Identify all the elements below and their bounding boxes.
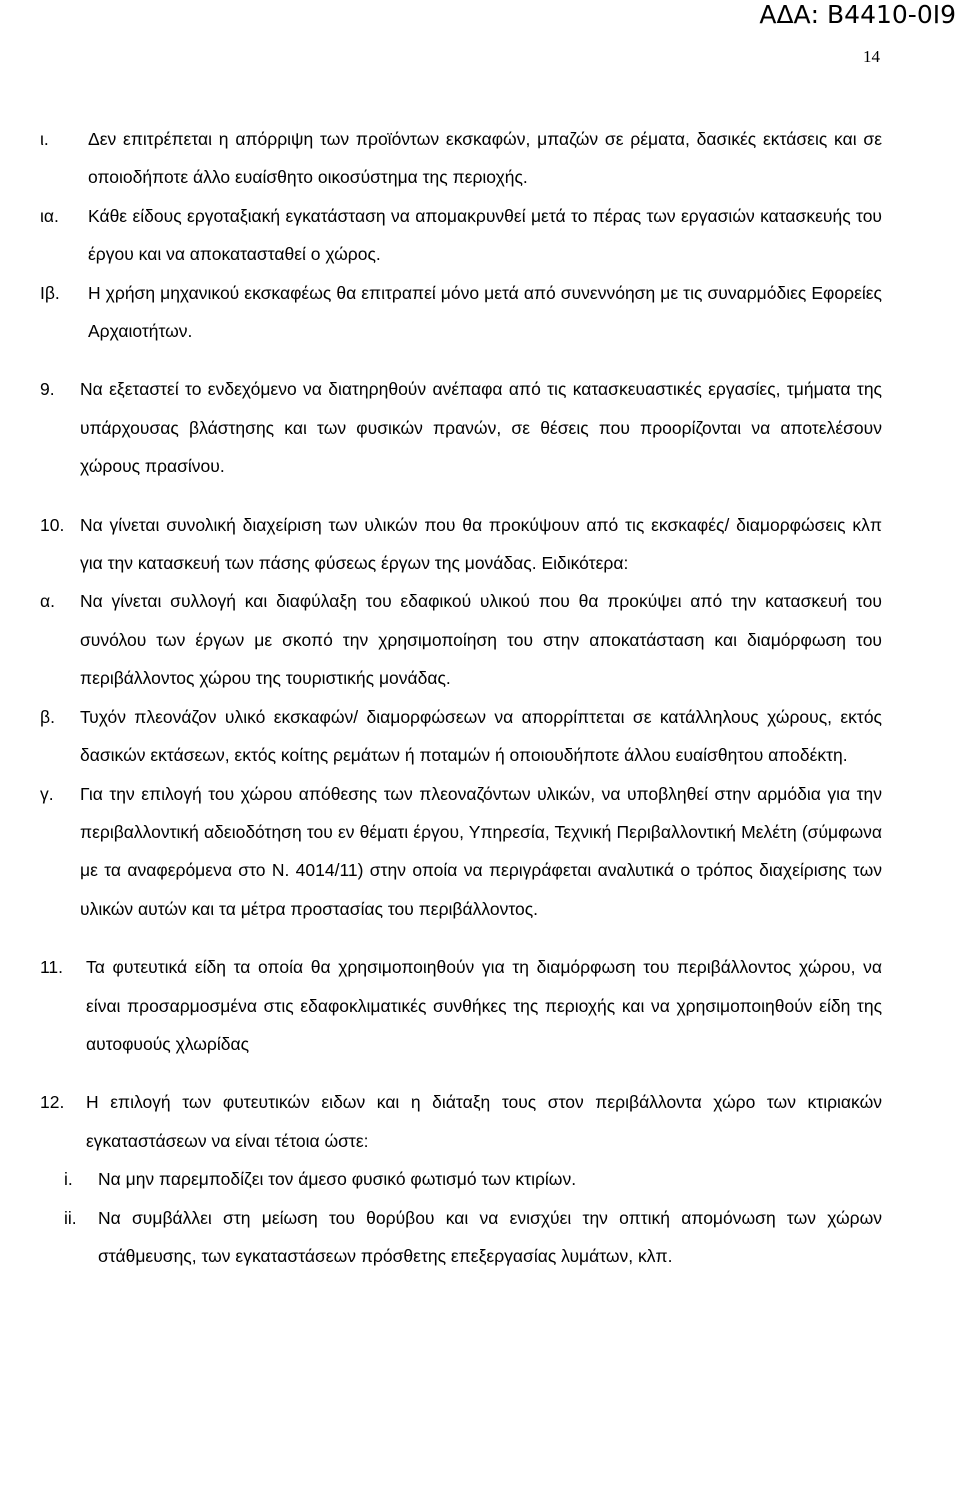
item-marker: i. xyxy=(64,1169,73,1190)
item-marker: 9. xyxy=(40,379,55,400)
item-10 xyxy=(40,506,882,583)
item-12 xyxy=(40,1083,882,1160)
item-marker: ια. xyxy=(40,205,59,226)
item-11 xyxy=(40,948,882,1063)
ada-code: ΑΔΑ: Β4410-0Ι9 xyxy=(759,0,956,29)
spacer xyxy=(40,350,882,370)
item-text: Τα φυτευτικά είδη τα οποία θα χρησιμοποιηθούν για τη διαμόρφωση του περιβάλλοντος χώρου, να είναι προσαρμοσμένα στις εδαφοκλιματικές συνθήκες της περιοχής και να χρησιμοποιηθούν είδη της αυτοφυούς χλωρίδας xyxy=(86,957,882,1054)
item-marker: ι. xyxy=(40,129,49,149)
item-text: Κάθε είδους εργοταξιακή εγκατάσταση να απομακρυνθεί μετά το πέρας των εργασιών κατασκευής του έργου και να αποκατασταθεί ο χώρος. xyxy=(88,205,882,265)
item-text: Τυχόν πλεονάζον υλικό εκσκαφών/ διαμορφώσεων να απορρίπτεται σε κατάλληλους χώρους, εκτός δασικών εκτάσεων, εκτός κοίτης ρεμάτων ή ποταμών ή οποιουδήποτε άλλου ευαίσθητου αποδέκτη. xyxy=(80,706,882,766)
item-marker: β. xyxy=(40,706,55,727)
item-ib xyxy=(40,274,882,351)
item-i xyxy=(40,120,882,197)
item-text: Να μην παρεμποδίζει τον άμεσο φυσικό φωτισμό των κτιρίων. xyxy=(98,1169,577,1190)
page-number: 14 xyxy=(863,47,880,66)
item-text: Να συμβάλλει στη μείωση του θορύβου και να ενισχύει την οπτική απομόνωση των χώρων στάθμευσης, των εγκαταστάσεων πρόσθετης επεξεργασίας λυμάτων, κλπ. xyxy=(98,1207,882,1266)
item-text: Να εξεταστεί το ενδεχόμενο να διατηρηθούν ανέπαφα από τις κατασκευαστικές εργασίες, τμήματα της υπάρχουσας βλάστησης και των φυσικών πρανών, σε θέσεις που προορίζονται να αποτελέσουν χώρους πρασίνου. xyxy=(80,379,882,477)
item-marker: 11. xyxy=(40,957,64,978)
item-12-i xyxy=(40,1160,882,1198)
spacer xyxy=(40,1063,882,1083)
item-marker: 10. xyxy=(40,514,65,535)
item-ia xyxy=(40,197,882,274)
item-10-a xyxy=(40,582,882,697)
item-marker: 12. xyxy=(40,1092,65,1113)
document-body xyxy=(40,120,882,1275)
item-text: Να γίνεται συνολική διαχείριση των υλικών που θα προκύψουν από τις εκσκαφές/ διαμορφώσεις κλπ για την κατασκευή των πάσης φύσεως έργων της μονάδας. Ειδικότερα: xyxy=(80,514,882,574)
item-10-c xyxy=(40,775,882,929)
item-10-b xyxy=(40,698,882,775)
item-text: Δεν επιτρέπεται η απόρριψη των προϊόντων εκσκαφών, μπαζών σε ρέματα, δασικές εκτάσεις και σε οποιοδήποτε άλλο ευαίσθητο οικοσύστημα της περιοχής. xyxy=(88,129,882,188)
item-text: Για την επιλογή του χώρου απόθεσης των πλεοναζόντων υλικών, να υποβληθεί στην αρμόδια για την περιβαλλοντική αδειοδότηση του εν θέματι έργου, Υπηρεσία, Τεχνική Περιβαλλοντική Μελέτη (σύμφωνα με τα αναφερόμενα στο Ν. 4014/11) στην οποία να περιγράφεται αναλυτικά ο τρόπος διαχείρισης των υλικών αυτών και τα μέτρα προστασίας του περιβάλλοντος. xyxy=(80,783,882,919)
item-text: Η επιλογή των φυτευτικών ειδων και η διάταξη τους στον περιβάλλοντα χώρο των κτιριακών εγκαταστάσεων να είναι τέτοια ώστε: xyxy=(86,1092,882,1151)
item-text: Η χρήση μηχανικού εκσκαφέως θα επιτραπεί μόνο μετά από συνεννόηση με τις συναρμόδιες Εφορείες Αρχαιοτήτων. xyxy=(88,282,882,342)
spacer xyxy=(40,928,882,948)
item-text: Να γίνεται συλλογή και διαφύλαξη του εδαφικού υλικού που θα προκύψει από την κατασκευή του συνόλου των έργων με σκοπό την χρησιμοποίηση του στην αποκατάσταση και διαμόρφωση του περιβάλλοντος χώρου της τουριστικής μονάδας. xyxy=(80,591,882,689)
spacer xyxy=(40,486,882,506)
item-marker: γ. xyxy=(40,783,54,804)
item-marker: ii. xyxy=(64,1207,77,1228)
item-marker: α. xyxy=(40,591,55,612)
item-12-ii xyxy=(40,1199,882,1276)
item-marker: Ιβ. xyxy=(40,282,60,303)
item-9 xyxy=(40,370,882,485)
